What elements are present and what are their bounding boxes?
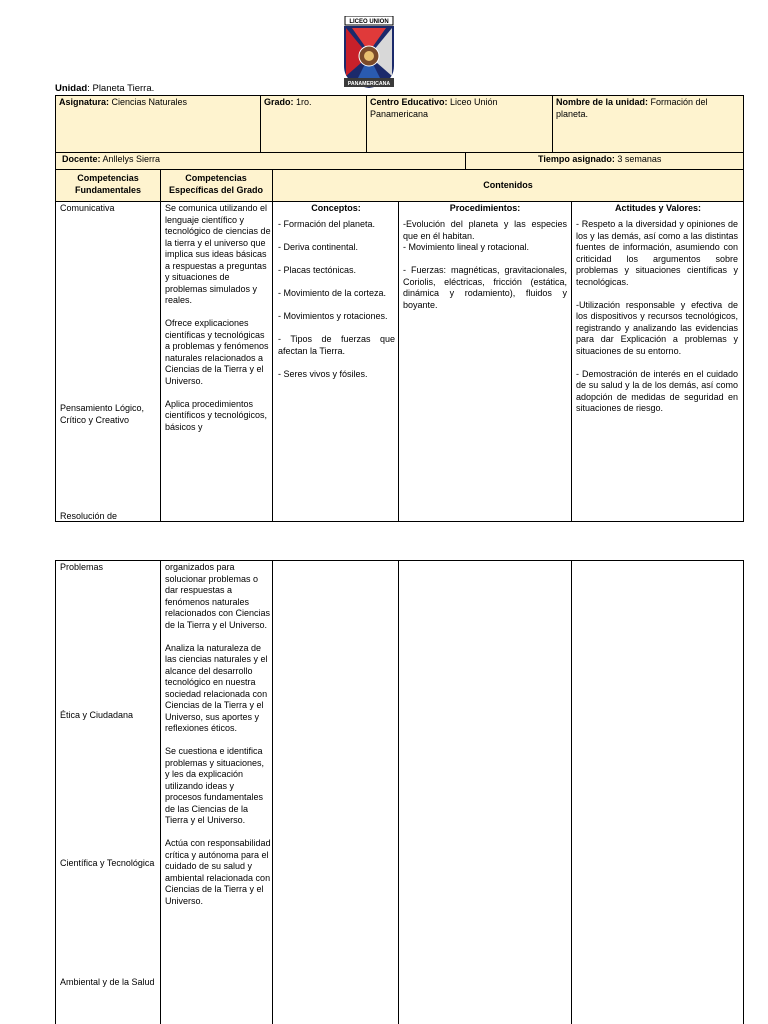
concepto-item: - Formación del planeta. [278,219,376,229]
actitud-item: - Respeto a la diversidad y opiniones de los y las demás, así como a las distintas fuentes de información, asumiendo con criticidad los argumentos sobre problemas y situaciones científicas y tecnológicas. [576,219,738,287]
logo-bottom-text: PANAMERICANA [347,81,391,87]
table-border [366,95,367,153]
concepto-item: - Movimientos y rotaciones. [278,311,388,321]
nombre-cell [556,97,740,120]
esp-cuestiona: Se cuestiona e identifica problemas y situaciones, y les da explicación utilizando ideas y procesos fundamentales de las Ciencias de la Tierra y el Universo. [165,746,265,825]
unit-value: : Planeta Tierra. [87,83,155,94]
col-especificas-header: Competencias Específicas del Grado [168,173,264,195]
procedimiento-item: -Evolución del planeta y las especies que en él habitan. [403,219,567,241]
fund-pensamiento: Pensamiento Lógico, Crítico y Creativo [60,403,145,425]
table-border [272,169,273,522]
procedimiento-item: - Fuerzas: magnéticas, gravitacionales, Coriolis, eléctricas, fricción (estática, dinámica y rodamiento), fluidos y boyante. [403,265,567,310]
esp-list-2 [165,562,271,1024]
esp-analiza: Analiza la naturaleza de las ciencias naturales y el alcance del desarrollo tecnológico en nuestra sociedad relacionada con Ciencias de la Tierra y el Universo, sus aportes y reflexiones éticos. [165,642,268,733]
table-border [743,95,744,522]
concepto-item: - Seres vivos y fósiles. [278,368,368,379]
actitudes-header: Actitudes y Valores: [614,203,702,213]
concepto-item: - Movimiento de la corteza. [278,288,387,298]
nombre-value: Formación del planeta. [556,97,708,119]
logo-top-text: LICEO UNION [349,19,389,25]
concepto-item: - Tipos de fuerzas que afectan la Tierra. [278,334,395,356]
fund-problemas: Problemas [60,562,104,572]
table-border [260,95,261,153]
table-border [55,521,744,522]
table-border [465,152,466,170]
esp-actua: Actúa con responsabilidad crítica y autónoma para el cuidado de su salud y ambiental relacionada con Ciencias de la Tierra y el Universo. [165,838,271,906]
concepto-item: - Deriva continental. [278,242,359,252]
fund-resolucion: Resolución de [60,511,118,521]
table-border [55,560,744,561]
esp-aplica: Aplica procedimientos científicos y tecnológicos, básicos y [165,398,268,432]
esp-comunica: Se comunica utilizando el lenguaje científico y tecnológico de ciencias de la tierra y el universo que implica sus ideas básicas a respuestas a preguntas y situaciones de problemas simulados y reales. [165,203,271,305]
grado-cell [264,97,364,109]
table-border [743,560,744,1024]
table-border [160,169,161,522]
unit-label: Unidad [55,83,88,94]
nombre-label: Nombre de la unidad: [556,97,649,107]
school-logo [342,16,396,90]
table-border [55,95,56,522]
conceptos-list [278,219,395,380]
table-border [55,95,744,96]
col-fundamentales-header: Competencias Fundamentales [74,173,141,195]
table-border [571,560,572,1024]
asignatura-cell [59,97,259,109]
tiempo-value: 3 semanas [614,154,662,164]
fund-ambiental: Ambiental y de la Salud [60,977,155,987]
actitud-item: -Utilización responsable y efectiva de los dispositivos y recursos tecnológicos, registrando y analizando las evidencias para dar Explicación a problemas y situaciones de su entorno. [576,299,738,356]
grado-value: 1ro. [293,97,312,107]
procedimientos-list [403,219,567,311]
concepto-item: - Placas tectónicas. [278,265,357,275]
docente-cell [62,154,362,166]
grado-label: Grado: [264,97,294,107]
tiempo-label: Tiempo asignado: [538,154,615,164]
conceptos-header: Conceptos: [311,203,361,213]
table-border [55,169,744,170]
table-border [55,152,744,153]
actitudes-list [576,219,738,415]
table-border [272,560,273,1024]
centro-value: Liceo Unión Panamericana [370,97,498,119]
col-contenidos-header: Contenidos [483,180,533,190]
table-border [552,95,553,153]
tiempo-cell [538,154,738,166]
procedimientos-header: Procedimientos: [449,203,521,213]
fund-cientifica: Científica y Tecnológica [60,858,155,868]
procedimiento-item: - Movimiento lineal y rotacional. [403,242,530,252]
table-border [55,560,56,1024]
docente-label: Docente: [62,154,101,164]
table-border [571,201,572,522]
asignatura-value: Ciencias Naturales [109,97,188,107]
table-border [55,201,744,202]
esp-ofrece: Ofrece explicaciones científicas y tecnológicas a problemas y fenómenos naturales relacionados a Ciencias de la Tierra y el Universo. [165,318,269,386]
actitud-item: - Demostración de interés en el cuidado de su salud y la de los demás, así como adopción de medidas de seguridad en situaciones de riesgo. [576,368,738,413]
centro-label: Centro Educativo: [370,97,448,107]
unit-title [55,83,154,94]
docente-value: Anllelys Sierra [100,154,161,164]
table-border [398,560,399,1024]
esp-organizados: organizados para solucionar problemas o dar respuestas a fenómenos naturales relacionados con Ciencias de la Tierra y el Universo. [165,562,271,630]
esp-list-1 [165,203,271,521]
fund-etica: Ética y Ciudadana [60,710,134,720]
fund-comunicativa: Comunicativa [60,203,115,213]
centro-cell [370,97,545,120]
table-border [160,560,161,1024]
asignatura-label: Asignatura: [59,97,110,107]
table-border [398,201,399,522]
